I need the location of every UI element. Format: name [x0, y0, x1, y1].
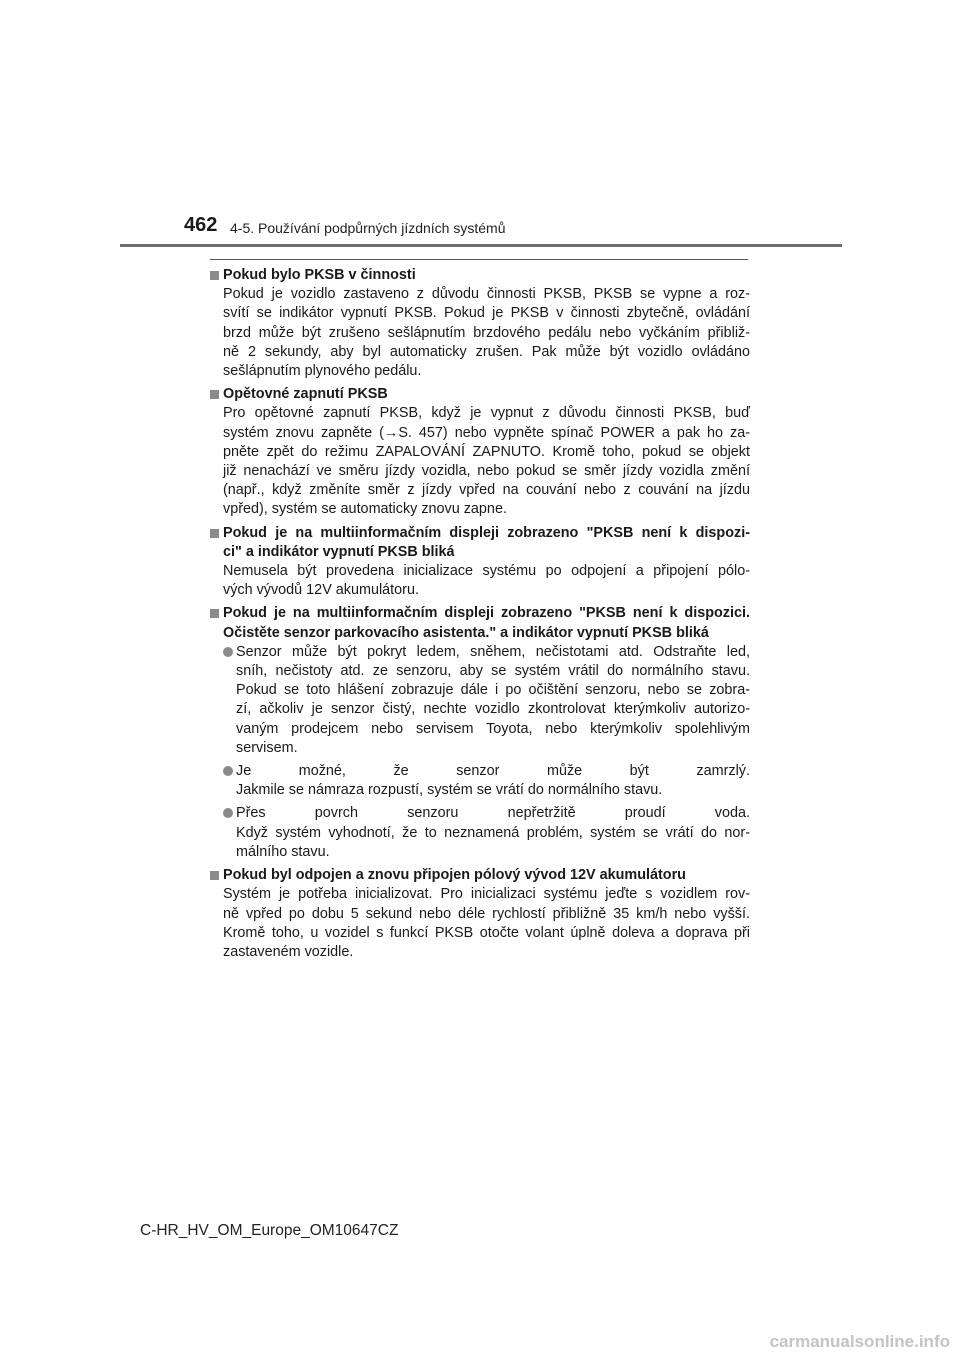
text-line: zastaveném vozidle.: [223, 943, 354, 960]
text-line: zí, ačkoliv je senzor čistý, nechte vozidlo zkontrolovat kterýmkoliv autorizo-: [236, 701, 750, 718]
text-line: pněte zpět do režimu ZAPALOVÁNÍ ZAPNUTO. Kromě toho, pokud se objekt: [223, 443, 750, 460]
text-line: ně vpřed po dobu 5 sekund nebo déle rychlostí přibližně 35 km/h nebo vyšší.: [223, 905, 750, 922]
bullet-item: [223, 762, 750, 800]
chapter-title: 4-5. Používání podpůrných jízdních systémů: [230, 220, 506, 236]
text-line: svítí se indikátor vypnutí PKSB. Pokud je PKSB v činnosti zbytečně, ovládání: [223, 305, 750, 322]
text-line: sešlápnutím plynového pedálu.: [223, 363, 422, 380]
text-line: Když systém vyhodnotí, že to neznamená problém, systém se vrátí do nor-: [236, 824, 750, 841]
bullet-item: [223, 643, 750, 758]
section-body: [223, 885, 750, 962]
footer-doc-code: C-HR_HV_OM_Europe_OM10647CZ: [140, 1222, 399, 1239]
text-line: vaným prodejcem nebo servisem Toyota, nebo kterýmkoliv spolehlivým: [236, 720, 750, 737]
text-line: Pokud se toto hlášení zobrazuje dále i po očištění senzoru, nebo se zobra-: [236, 682, 750, 699]
section-body: [223, 285, 750, 381]
bullet-text: [236, 762, 750, 800]
content: [210, 266, 750, 966]
text-line: ně 2 sekundy, aby byl automaticky zrušen. Pak může být vozidlo ovládáno: [223, 343, 750, 360]
header-rule: [120, 244, 842, 247]
text-line: Opětovné zapnutí PKSB: [223, 386, 388, 403]
section-title: [223, 524, 750, 562]
bullet-item: [223, 804, 750, 862]
section-heading: [210, 524, 750, 562]
circle-bullet-icon: [223, 762, 236, 800]
text-line: (např., když změníte směr z jízdy vpřed na couvání nebo z couvání na jízdu: [223, 482, 750, 499]
content-rule: [210, 259, 748, 260]
section: [210, 604, 750, 862]
text-line: Pokud bylo PKSB v činnosti: [223, 267, 416, 283]
section-heading: [210, 866, 750, 885]
text-line: Systém je potřeba inicializovat. Pro inicializaci systému jeďte s vozidlem rov-: [223, 886, 750, 903]
section: [210, 866, 750, 962]
text-line: brzd může být zrušeno sešlápnutím brzdového pedálu nebo vyčkáním přibliž-: [223, 324, 750, 341]
section-heading: [210, 266, 750, 285]
text-line: Přes povrch senzoru nepřetržitě proudí voda.: [236, 805, 750, 822]
page-number: 462: [184, 214, 218, 236]
watermark: carmanualsonline.info: [769, 1332, 950, 1351]
text-line: vých vývodů 12V akumulátoru.: [223, 582, 419, 599]
text-line: Jakmile se námraza rozpustí, systém se vrátí do normálního stavu.: [236, 782, 663, 799]
text-line: Očistěte senzor parkovacího asistenta." a indikátor vypnutí PKSB bliká: [223, 624, 709, 641]
section-body: [223, 404, 750, 519]
section: [210, 524, 750, 601]
bullet-text: [236, 804, 750, 862]
text-line: Pro opětovné zapnutí PKSB, když je vypnut z důvodu činnosti PKSB, buď: [223, 405, 750, 422]
square-bullet-icon: [210, 385, 223, 404]
text-line: servisem.: [236, 739, 298, 756]
square-bullet-icon: [210, 524, 223, 562]
section-title: [223, 866, 750, 885]
text-line: Pokud je na multiinformačním displeji zobrazeno "PKSB není k dispozici.: [223, 605, 750, 622]
text-line: sníh, nečistoty atd. ze senzoru, aby se systém vrátil do normálního stavu.: [236, 663, 750, 680]
text-line: ci" a indikátor vypnutí PKSB bliká: [223, 543, 455, 560]
section: [210, 385, 750, 519]
section-title: [223, 604, 750, 642]
text-line: vpřed), systém se automaticky znovu zapne.: [223, 501, 507, 518]
section: [210, 266, 750, 381]
text-line: Senzor může být pokryt ledem, sněhem, nečistotami atd. Odstraňte led,: [236, 643, 750, 660]
text-line: systém znovu zapněte (→S. 457) nebo vypněte spínač POWER a pak ho za-: [223, 424, 750, 441]
section-body: [223, 562, 750, 600]
text-line: Pokud je na multiinformačním displeji zobrazeno "PKSB není k dispozi-: [223, 524, 750, 541]
circle-bullet-icon: [223, 643, 236, 758]
text-line: Kromě toho, u vozidel s funkcí PKSB otočte volant úplně doleva a doprava při: [223, 924, 750, 941]
section-heading: [210, 385, 750, 404]
square-bullet-icon: [210, 866, 223, 885]
section-heading: [210, 604, 750, 642]
square-bullet-icon: [210, 604, 223, 642]
text-line: již nenachází ve směru jízdy vozidla, nebo pokud se směr jízdy vozidla změní: [223, 463, 750, 480]
square-bullet-icon: [210, 266, 223, 285]
circle-bullet-icon: [223, 804, 236, 862]
section-title: [223, 266, 750, 285]
text-line: Je možné, že senzor může být zamrzlý.: [236, 763, 750, 780]
bullet-text: [236, 643, 750, 758]
text-line: Pokud byl odpojen a znovu připojen pólový vývod 12V akumulátoru: [223, 867, 686, 884]
text-line: málního stavu.: [236, 843, 330, 860]
section-title: [223, 385, 750, 404]
text-line: Nemusela být provedena inicializace systému po odpojení a připojení pólo-: [223, 563, 750, 580]
text-line: Pokud je vozidlo zastaveno z důvodu činnosti PKSB, PKSB se vypne a roz-: [223, 286, 750, 303]
